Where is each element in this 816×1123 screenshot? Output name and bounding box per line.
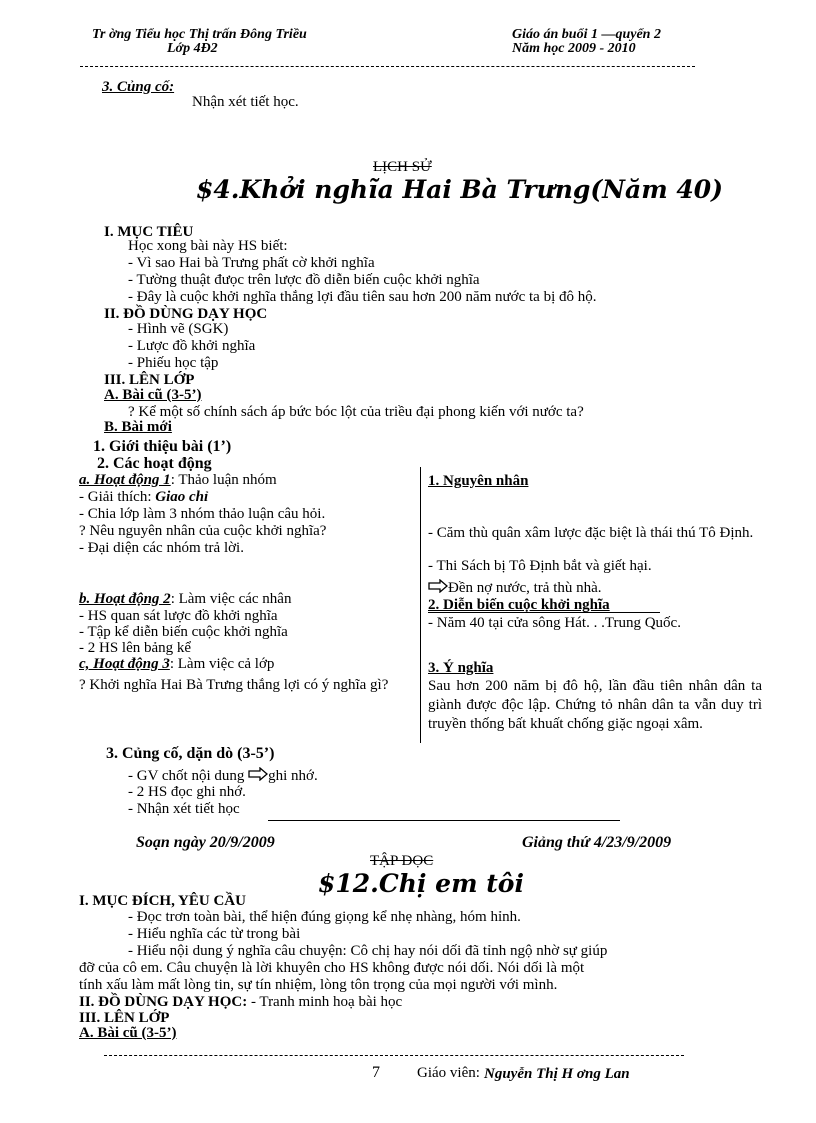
- history-old-lesson-question: ? Kể một số chính sách áp bức bóc lột của triều đại phong kiến với nước ta?: [128, 404, 584, 420]
- reading-materials-text: - Tranh minh hoạ bài học: [247, 994, 403, 1010]
- class-name: Lớp 4Đ2: [167, 41, 218, 56]
- consolidation-line: - 2 HS đọc ghi nhớ.: [128, 784, 246, 800]
- activity-1-explain-term: Giao chỉ: [155, 489, 209, 505]
- consolidation-line-text: - GV chốt nội dung: [128, 768, 249, 784]
- activity-1-label: a. Hoạt động 1: [79, 472, 171, 488]
- activity-1-line: ? Nêu nguyên nhân của cuộc khởi nghĩa?: [79, 523, 327, 539]
- activity-3: [79, 656, 274, 673]
- activity-2-label: b. Hoạt động 2: [79, 591, 171, 607]
- consolidation-line: [128, 767, 318, 785]
- cause-text-2: - Thi Sách bị Tô Định bắt và giết hại.: [428, 558, 652, 574]
- cause-text: - Căm thù quân xâm lược đặc biệt là thái thú Tô Định.: [428, 525, 754, 541]
- teacher-label: Giáo viên:: [417, 1065, 480, 1081]
- right-arrow-icon: [428, 579, 448, 593]
- history-title: $4.Khởi nghĩa Hai Bà Trưng(Năm 40): [196, 175, 724, 204]
- events-text: - Năm 40 tại cửa sông Hát. . .Trung Quốc.: [428, 615, 681, 631]
- activity-2-line: - HS quan sát lược đồ khởi nghĩa: [79, 608, 278, 624]
- history-objective-line: Học xong bài này HS biết:: [128, 238, 288, 254]
- lesson-end-line: [268, 820, 620, 821]
- events-heading-text: 2. Diễn biến cuộc khởi nghĩa: [428, 597, 610, 613]
- right-arrow-icon: [248, 767, 268, 781]
- reading-objective-line: - Đọc trơn toàn bài, thể hiện đúng giọng kể nhẹ nhàng, hóm hỉnh.: [128, 909, 521, 925]
- history-new-lesson-heading: B. Bài mới: [104, 419, 172, 435]
- header-divider: [80, 66, 695, 67]
- meaning-heading: 3. Ý nghĩa: [428, 660, 494, 676]
- events-underline: [428, 612, 660, 613]
- history-objective-line: - Vì sao Hai bà Trưng phất cờ khởi nghĩa: [128, 255, 375, 271]
- history-materials-heading: II. ĐỒ DÙNG DẠY HỌC: [104, 306, 268, 322]
- lesson-plan-label: Giáo án buổi 1 —quyển 2: [512, 27, 661, 42]
- history-old-lesson-heading: A. Bài cũ (3-5’): [104, 387, 202, 403]
- prepared-date: Soạn ngày 20/9/2009: [136, 834, 275, 851]
- history-intro-step: 1. Giới thiệu bài (1’): [93, 438, 232, 455]
- consolidation-heading: 3. Củng cố, dặn dò (3-5’): [106, 745, 275, 762]
- history-material-line: - Lược đồ khởi nghĩa: [128, 338, 256, 354]
- school-name: Tr ờng Tiểu học Thị trấn Đông Triều: [92, 27, 307, 42]
- history-objective-line: - Tường thuật đưọc trên lược đồ diễn biến cuộc khởi nghĩa: [128, 272, 480, 288]
- reading-materials-heading: II. ĐỒ DÙNG DẠY HỌC:: [79, 994, 248, 1010]
- reading-old-lesson-heading: A. Bài cũ (3-5’): [79, 1025, 177, 1041]
- school-year: Năm học 2009 - 2010: [512, 41, 636, 56]
- reading-materials: [79, 994, 402, 1011]
- history-material-line: - Hình vẽ (SGK): [128, 321, 229, 337]
- cause-conclusion: [428, 579, 602, 597]
- consolidation-line-tail: ghi nhớ.: [268, 768, 318, 784]
- history-objectives-heading: I. MỤC TIÊU: [104, 224, 194, 240]
- history-material-line: - Phiếu học tập: [128, 355, 219, 371]
- activity-3-label: c, Hoạt động 3: [79, 656, 170, 672]
- consolidation-line: - Nhận xét tiết học: [128, 801, 240, 817]
- activity-1-line: - Đại diện các nhóm trả lời.: [79, 540, 244, 556]
- history-objective-line: - Đây là cuộc khởi nghĩa thắng lợi đầu tiên sau hơn 200 năm nước ta bị đô hộ.: [128, 289, 597, 305]
- activity-1-explain-label: - Giải thích:: [79, 489, 156, 505]
- reading-objective-line: tính xấu làm mất lòng tin, sự tín nhiệm, lòng tôn trọng của mọi người với mình.: [79, 977, 558, 993]
- history-subject: LỊCH SỬ: [373, 159, 432, 175]
- reading-title: $12.Chị em tôi: [318, 869, 524, 898]
- taught-date: Giảng thứ 4/23/9/2009: [522, 834, 672, 851]
- reading-objective-line: đỡ của cô em. Câu chuyện là lời khuyên cho HS không được nói dối. Nói dối là một: [79, 960, 585, 976]
- activity-2: [79, 591, 291, 608]
- activity-1-text: : Thảo luận nhóm: [170, 472, 277, 488]
- activity-1-explain: [79, 489, 208, 506]
- activity-2-text: : Làm việc các nhân: [170, 591, 292, 607]
- reading-objectives-heading: I. MỤC ĐÍCH, YÊU CẦU: [79, 893, 246, 909]
- column-divider: [420, 467, 421, 743]
- reading-objective-line: - Hiểu nội dung ý nghĩa câu chuyện: Cô chị hay nói dối đã tỉnh ngộ nhờ sự giúp: [128, 943, 608, 959]
- reading-procedure-heading: III. LÊN LỚP: [79, 1010, 170, 1026]
- cause-conclusion-text: Đền nợ nước, trả thù nhà.: [448, 580, 602, 596]
- meaning-text: Sau hơn 200 năm bị đô hộ, lần đầu tiên nhân dân ta giành được độc lập. Chứng tỏ nhân dân ta vẫn duy trì truyền thống bất khuất chống giặc ngoại xâm.: [428, 678, 762, 732]
- footer-divider: [104, 1055, 684, 1056]
- reading-objective-line: - Hiểu nghĩa các từ trong bài: [128, 926, 301, 942]
- activity-2-line: - 2 HS lên bảng kể: [79, 640, 192, 656]
- history-activities-step: 2. Các hoạt động: [97, 455, 212, 472]
- page-number: 7: [372, 1064, 380, 1081]
- activity-1-line: - Chia lớp làm 3 nhóm thảo luận câu hỏi.: [79, 506, 326, 522]
- teacher-name: Nguyễn Thị H ơng Lan: [484, 1066, 630, 1082]
- history-procedure-heading: III. LÊN LỚP: [104, 372, 195, 388]
- reading-subject: TẬP ĐỌC: [370, 853, 434, 869]
- intro-heading: 3. Củng cố:: [102, 79, 175, 95]
- activity-3-text: : Làm việc cả lớp: [169, 656, 275, 672]
- activity-1: [79, 472, 277, 489]
- cause-heading: 1. Nguyên nhân: [428, 473, 529, 489]
- intro-line: Nhận xét tiết học.: [192, 94, 299, 110]
- activity-3-question: ? Khởi nghĩa Hai Bà Trưng thắng lợi có ý nghĩa gì?: [79, 677, 389, 693]
- activity-2-line: - Tập kể diễn biến cuộc khởi nghĩa: [79, 624, 288, 640]
